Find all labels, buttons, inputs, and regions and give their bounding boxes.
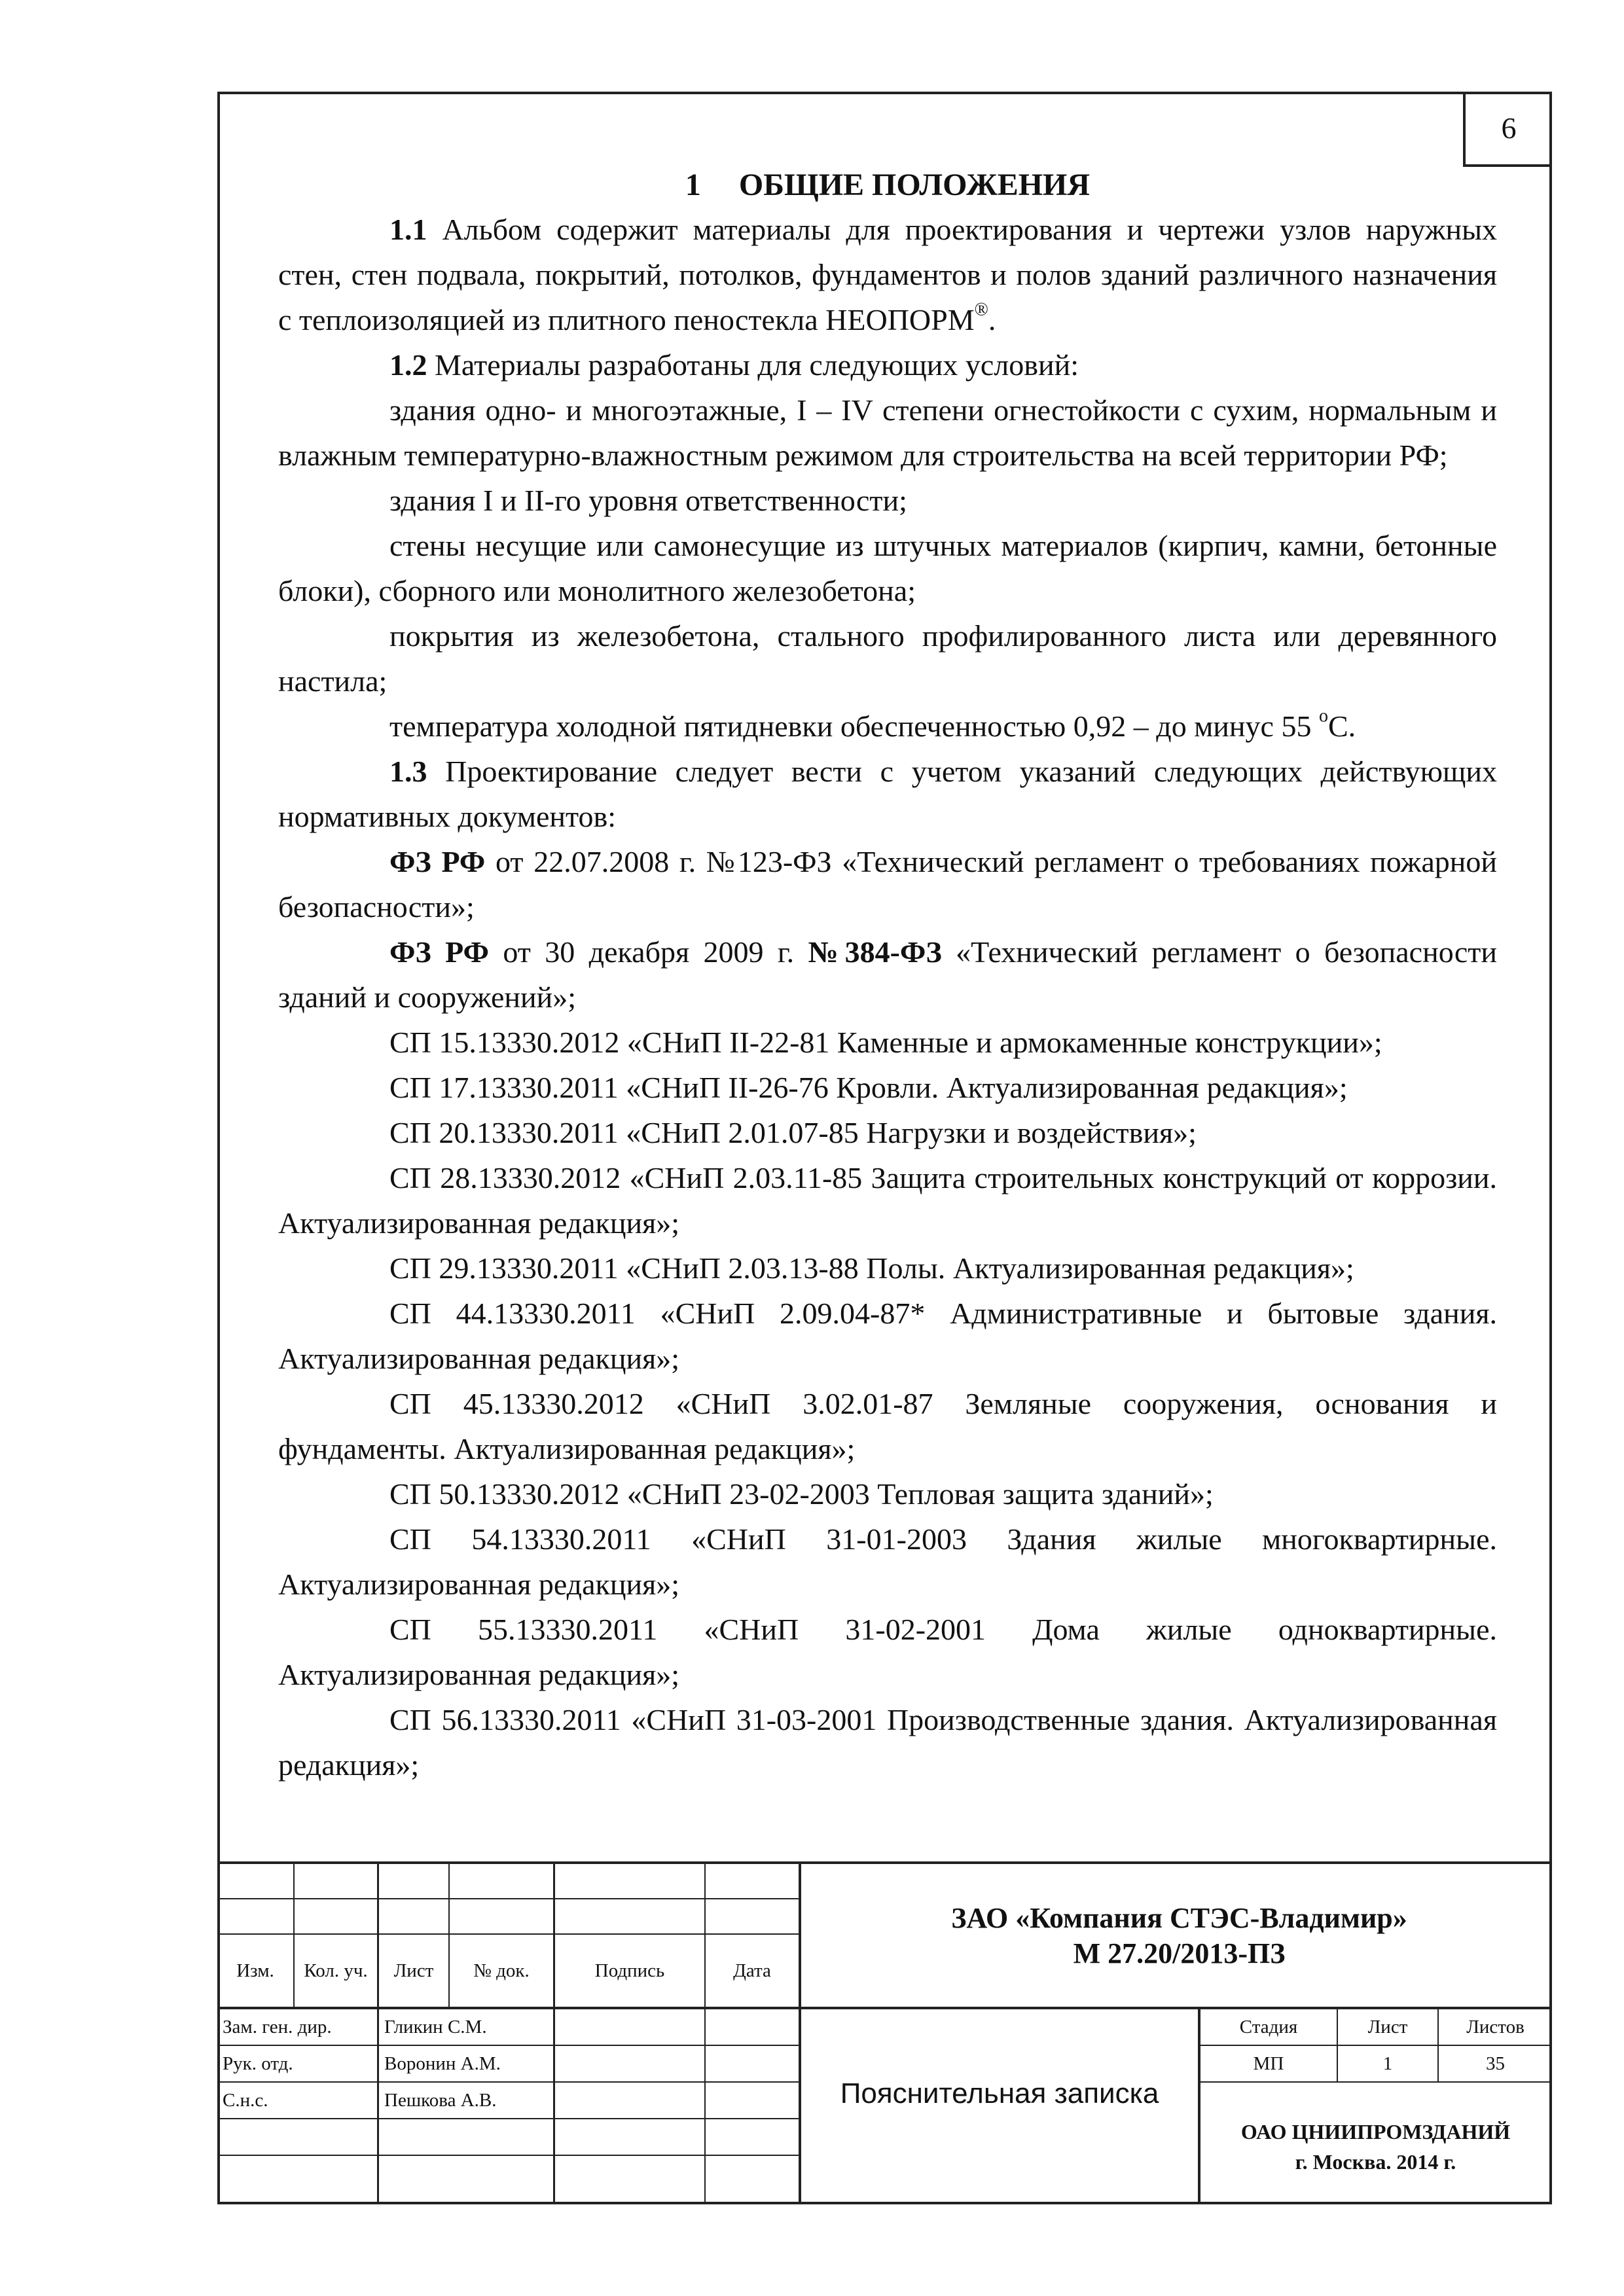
tb-sheet-value: 1 bbox=[1382, 2053, 1393, 2074]
title-block bbox=[217, 1861, 1552, 2204]
paragraph-text: Проектирование следует вести с учетом указаний следующих действующих нормативных документов: bbox=[278, 755, 1497, 833]
tb-header-data: Дата bbox=[733, 1960, 771, 1981]
tb-name: Гликин С.М. bbox=[384, 2016, 487, 2037]
tb-line bbox=[217, 2155, 800, 2156]
law-code: ФЗ РФ bbox=[389, 845, 486, 878]
tb-institute bbox=[1199, 2117, 1552, 2177]
section-heading bbox=[278, 164, 1497, 207]
tb-sheet-label: Лист bbox=[1367, 2016, 1408, 2037]
law-text: от 22.07.2008 г. №123-ФЗ «Технический регламент о требованиях пожарной безопасности»; bbox=[278, 845, 1497, 924]
law-number: №384-ФЗ bbox=[808, 935, 942, 969]
tb-institute-city-year: г. Москва. 2014 г. bbox=[1295, 2150, 1456, 2174]
paragraph-text: Материалы разработаны для следующих условий: bbox=[427, 348, 1079, 382]
tb-line bbox=[217, 2118, 800, 2119]
tb-header-list: Лист bbox=[393, 1960, 434, 1981]
tb-sheets-value: 35 bbox=[1486, 2053, 1505, 2074]
law-text: «Технический регламент о безопасности зданий и сооружений»; bbox=[278, 935, 1497, 1014]
document-item: СП 17.13330.2011 «СНиП II-26-76 Кровли. Актуализированная редакция»; bbox=[389, 1071, 1348, 1104]
tb-stage-label: Стадия bbox=[1239, 2016, 1298, 2037]
condition-item: стены несущие или самонесущие из штучных материалов (кирпич, камни, бетонные блоки), сборного или монолитного железобетона; bbox=[278, 529, 1497, 607]
law-date: от 30 декабря 2009 г. bbox=[489, 935, 808, 969]
section-number: 1 bbox=[685, 168, 701, 202]
tb-role: Рук. отд. bbox=[223, 2053, 293, 2074]
tb-line bbox=[799, 1861, 801, 2204]
tb-organization bbox=[806, 1901, 1552, 1971]
tb-header-izm: Изм. bbox=[236, 1960, 274, 1981]
law-item bbox=[278, 839, 1497, 929]
tb-line bbox=[1199, 2081, 1552, 2083]
paragraph-1-3 bbox=[278, 749, 1497, 839]
tb-line bbox=[217, 1861, 1552, 1864]
paragraph-1-1 bbox=[278, 207, 1497, 342]
clause-number: 1.3 bbox=[389, 755, 427, 788]
document-item: СП 15.13330.2012 «СНиП II-22-81 Каменные и армокаменные конструкции»; bbox=[389, 1026, 1382, 1059]
tb-name: Пешкова А.В. bbox=[384, 2089, 497, 2111]
law-code: ФЗ РФ bbox=[389, 935, 490, 969]
registered-mark: ® bbox=[974, 299, 988, 320]
tb-header-kol: Кол. уч. bbox=[304, 1960, 368, 1981]
document-item: СП 45.13330.2012 «СНиП 3.02.01-87 Земляные сооружения, основания и фундаменты. Актуализированная редакция»; bbox=[278, 1387, 1497, 1465]
document-item: СП 44.13330.2011 «СНиП 2.09.04-87* Административные и бытовые здания. Актуализированная редакция»; bbox=[278, 1297, 1497, 1375]
page-number: 6 bbox=[1463, 92, 1552, 167]
document-item: СП 50.13330.2012 «СНиП 23-02-2003 Тепловая защита зданий»; bbox=[389, 1477, 1214, 1511]
document-item: СП 55.13330.2011 «СНиП 31-02-2001 Дома жилые одноквартирные. Актуализированная редакция»; bbox=[278, 1613, 1497, 1691]
document-item: СП 54.13330.2011 «СНиП 31-01-2003 Здания жилые многоквартирные. Актуализированная редакция»; bbox=[278, 1522, 1497, 1601]
temperature-text: температура холодной пятидневки обеспеченностью 0,92 – до минус 55 bbox=[389, 709, 1319, 743]
tb-role: С.н.с. bbox=[223, 2089, 268, 2111]
tb-line bbox=[217, 1898, 800, 1899]
document-item: СП 29.13330.2011 «СНиП 2.03.13-88 Полы. Актуализированная редакция»; bbox=[389, 1251, 1354, 1285]
condition-item: здания одно- и многоэтажные, I – IV степени огнестойкости с сухим, нормальным и влажным температурно-влажностным режимом для строительства на всей территории РФ; bbox=[278, 393, 1497, 472]
paragraph-end: . bbox=[988, 303, 996, 336]
paragraph-text: Альбом содержит материалы для проектирования и чертежи узлов наружных стен, стен подвала, покрытий, потолков, фундаментов и полов зданий различного назначения с теплоизоляцией из плитного пеностекла НЕОПОРМ bbox=[278, 213, 1497, 336]
section-title: ОБЩИЕ ПОЛОЖЕНИЯ bbox=[738, 168, 1091, 202]
tb-header-ndok: № док. bbox=[473, 1960, 530, 1981]
condition-item: покрытия из железобетона, стального профилированного листа или деревянного настила; bbox=[278, 619, 1497, 698]
temperature-unit: С. bbox=[1327, 709, 1356, 743]
degree-sign: о bbox=[1318, 706, 1328, 726]
document-item: СП 56.13330.2011 «СНиП 31-03-2001 Производственные здания. Актуализированная редакция»; bbox=[278, 1703, 1497, 1782]
document-body bbox=[278, 164, 1497, 1787]
tb-line bbox=[553, 1861, 555, 2204]
tb-header-podpis: Подпись bbox=[594, 1960, 665, 1981]
tb-sheets-label: Листов bbox=[1466, 2016, 1525, 2037]
tb-org-name: ЗАО «Компания СТЭС-Владимир» bbox=[951, 1902, 1407, 1934]
condition-temperature bbox=[278, 704, 1497, 749]
tb-institute-name: ОАО ЦНИИПРОМЗДАНИЙ bbox=[1240, 2120, 1511, 2144]
tb-line bbox=[704, 1861, 706, 2204]
document-item: СП 28.13330.2012 «СНиП 2.03.11-85 Защита строительных конструкций от коррозии. Актуализированная редакция»; bbox=[278, 1161, 1497, 1240]
clause-number: 1.2 bbox=[389, 348, 427, 382]
tb-document-title: Пояснительная записка bbox=[840, 2077, 1159, 2109]
clause-number: 1.1 bbox=[389, 213, 427, 246]
tb-stage-value: МП bbox=[1253, 2053, 1284, 2074]
tb-name: Воронин А.М. bbox=[384, 2053, 501, 2074]
paragraph-1-2 bbox=[278, 342, 1497, 387]
tb-doc-code: М 27.20/2013-ПЗ bbox=[1073, 1937, 1286, 1969]
document-item: СП 20.13330.2011 «СНиП 2.01.07-85 Нагрузки и воздействия»; bbox=[389, 1116, 1197, 1149]
law-item bbox=[278, 929, 1497, 1020]
condition-item: здания I и II-го уровня ответственности; bbox=[389, 484, 907, 517]
tb-role: Зам. ген. дир. bbox=[223, 2016, 332, 2037]
